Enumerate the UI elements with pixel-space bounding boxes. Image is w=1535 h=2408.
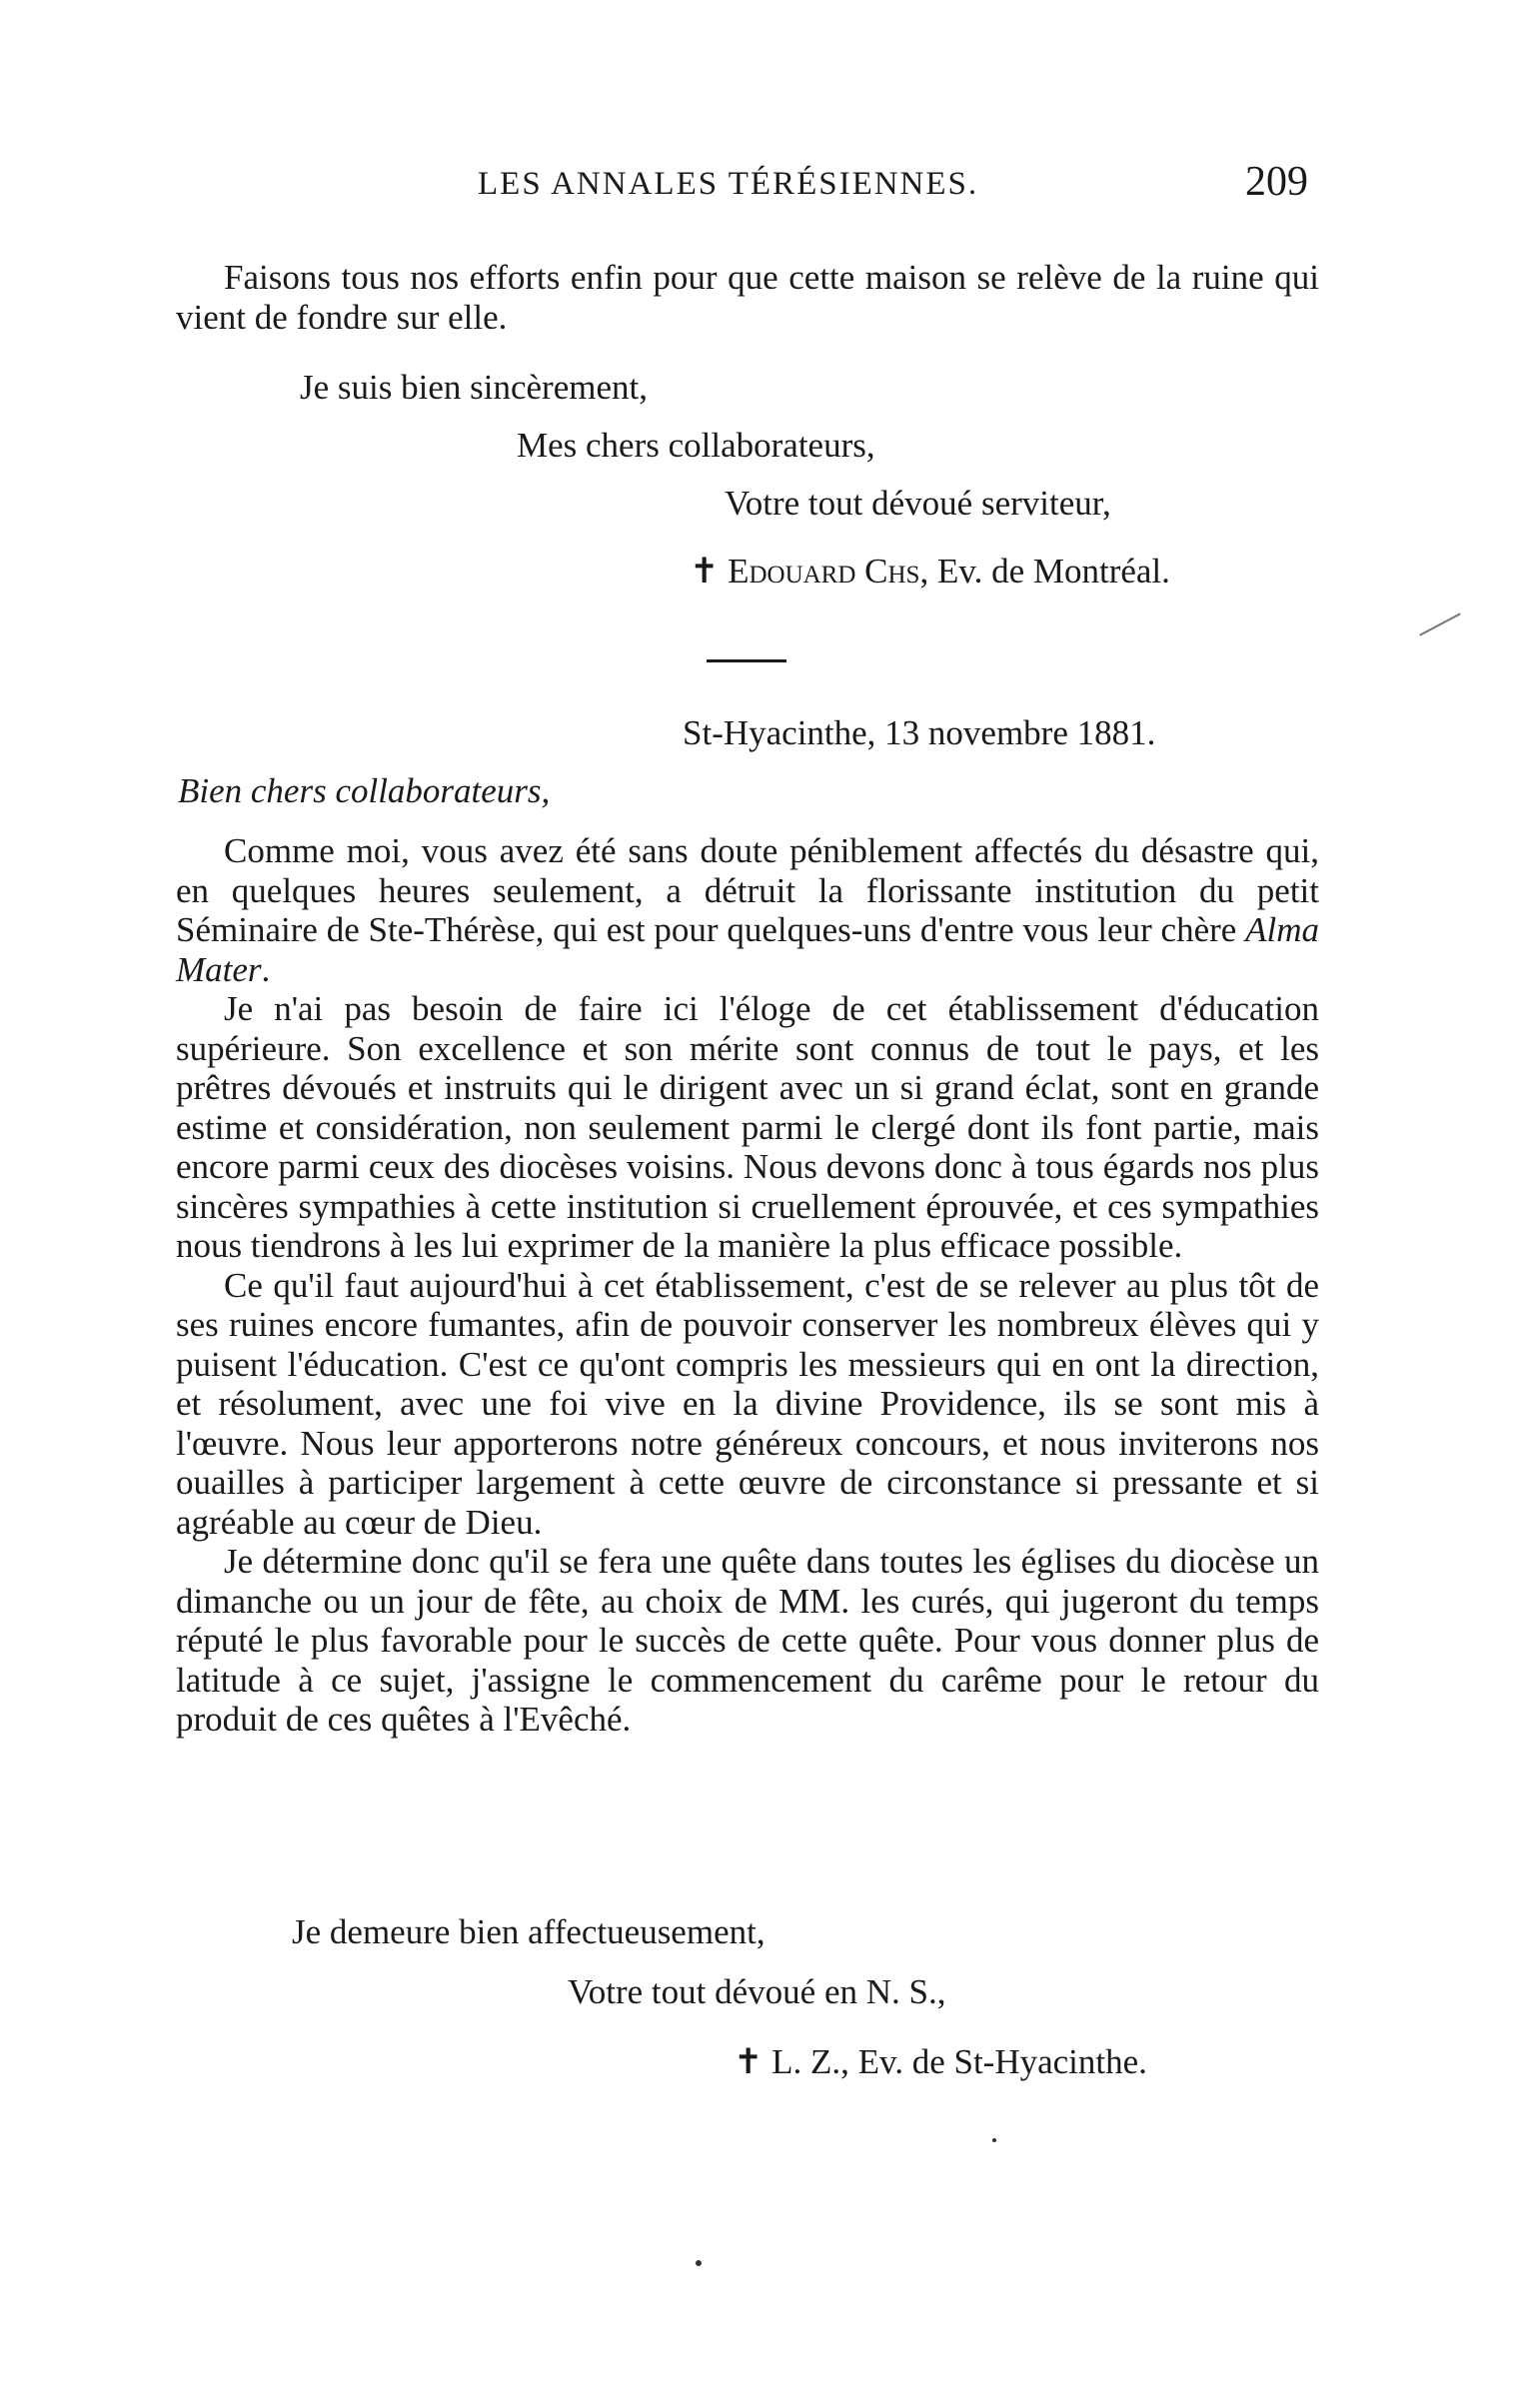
body-paragraph-3: Ce qu'il faut aujourd'hui à cet établissement, c'est de se relever au plus tôt de ses ruines encore fumantes, afin de pouvoir conserver les nombreux élèves qui y puisent l'éducation. C'est ce qu'ont compris les messieurs qui en ont la direction, et résolument, avec une foi vive en la divine Providence, ils se sont mis à l'œuvre. Nous leur apporterons notre généreux concours, et nous inviterons nos ouailles à participer largement à cette œuvre de circonstance si pressante et si agréable au cœur de Dieu. (176, 1265, 1319, 1542)
speck (992, 2138, 996, 2142)
cross-icon: ✝ (690, 552, 720, 591)
closing-line-1: Je suis bien sincèrement, (300, 368, 648, 407)
speck (696, 2260, 702, 2266)
salutation: Bien chers collaborateurs, (178, 771, 551, 810)
section-divider (707, 659, 786, 662)
page-number: 209 (1245, 159, 1308, 205)
opening-paragraph-block (176, 258, 1319, 337)
paragraph-1-text: Comme moi, vous avez été sans doute péniblement affectés du désastre qui, en quelques heures seulement, a détruit la florissante institution du petit Séminaire de Ste-Thérèse, qui est pour quelques-uns d'entre vous leur chère (176, 831, 1319, 949)
body-paragraph-4: Je détermine donc qu'il se fera une quête dans toutes les églises du diocèse un dimanche ou un jour de fête, au choix de MM. les curés, qui jugeront du temps réputé le plus favorable pour le succès de cette quête. Pour vous donner plus de latitude à ce sujet, j'assigne le commencement du carême pour le retour du produit de ces quêtes à l'Evêché. (176, 1542, 1319, 1739)
letter-body (176, 831, 1319, 1740)
closing-line-4: Je demeure bien affectueusement, (292, 1912, 766, 1951)
closing-line-3: Votre tout dévoué serviteur, (725, 484, 1111, 523)
closing-line-2: Mes chers collaborateurs, (517, 426, 875, 465)
paragraph-1-end: . (261, 949, 271, 989)
body-paragraph-1 (176, 831, 1319, 989)
margin-mark (1419, 612, 1461, 635)
signature-title: , Ev. de Montréal. (919, 552, 1170, 591)
closing-line-5: Votre tout dévoué en N. S., (568, 1972, 946, 2011)
dateline: St-Hyacinthe, 13 novembre 1881. (683, 713, 1156, 752)
running-title: LES ANNALES TÉRÉSIENNES. (478, 166, 979, 202)
signature-name: Edouard Chs (728, 552, 920, 591)
signature-st-hyacinthe: ✝ L. Z., Ev. de St-Hyacinthe. (734, 2042, 1147, 2081)
signature-montreal (690, 552, 1170, 592)
paragraph-1-italic: Alma Mater (176, 910, 1320, 989)
body-paragraph-2: Je n'ai pas besoin de faire ici l'éloge de cet établissement d'éducation supérieure. Son excellence et son mérite sont connus de tout le pays, et les prêtres dévoués et instruits qui le dirigent avec un si grand éclat, sont en grande estime et considération, non seulement parmi le clergé dont ils font partie, mais encore parmi ceux des diocèses voisins. Nous devons donc à tous égards nos plus sincères sympathies à cette institution si cruellement éprouvée, et ces sympathies nous tiendrons à les lui exprimer de la manière la plus efficace possible. (176, 989, 1319, 1265)
opening-paragraph: Faisons tous nos efforts enfin pour que cette maison se relève de la ruine qui vient de fondre sur elle. (176, 258, 1319, 337)
